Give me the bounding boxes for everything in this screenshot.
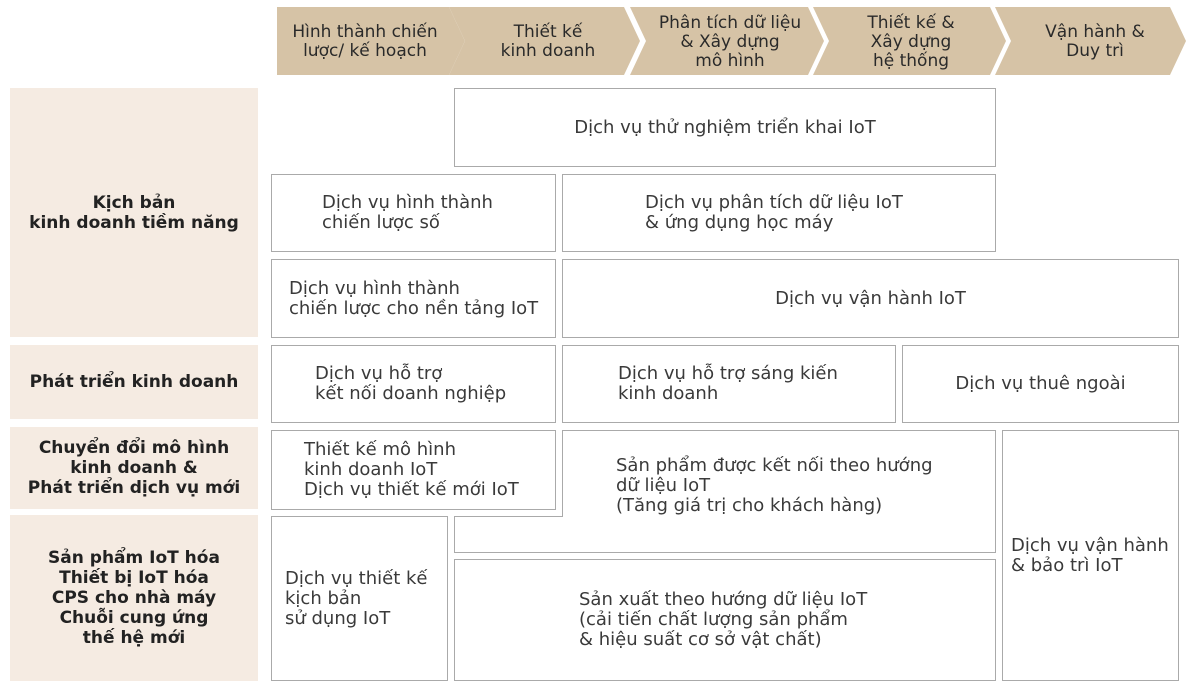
service-iot-model-design: Thiết kế mô hình kinh doanh IoT Dịch vụ thiết kế mới IoT [271, 430, 556, 510]
service-iot-maintenance: Dịch vụ vận hành & bảo trì IoT [1002, 430, 1179, 681]
row-header-business-development: Phát triển kinh doanh [10, 345, 258, 419]
row-header-iot-products: Sản phẩm IoT hóa Thiết bị IoT hóa CPS cho nhà máy Chuỗi cung ứng thế hệ mới [10, 515, 258, 681]
service-business-innovation: Dịch vụ hỗ trợ sáng kiến kinh doanh [562, 345, 896, 423]
stage-label-data-analysis: Phân tích dữ liệu & Xây dựng mô hình [658, 12, 802, 71]
stage-label-business-design: Thiết kế kinh doanh [500, 22, 596, 61]
service-iot-trial: Dịch vụ thử nghiệm triển khai IoT [454, 88, 996, 167]
service-iot-scenario-design: Dịch vụ thiết kế kịch bản sử dụng IoT [271, 516, 448, 681]
service-connected-products: Sản phẩm được kết nối theo hướng dữ liệu IoT (Tăng giá trị cho khách hàng) [616, 455, 933, 516]
service-outsourcing: Dịch vụ thuê ngoài [902, 345, 1179, 423]
service-iot-platform-strategy: Dịch vụ hình thành chiến lược cho nền tảng IoT [271, 259, 556, 338]
service-iot-operation: Dịch vụ vận hành IoT [562, 259, 1179, 338]
service-iot-data-ml: Dịch vụ phân tích dữ liệu IoT & ứng dụng học máy [562, 174, 996, 252]
service-digital-strategy: Dịch vụ hình thành chiến lược số [271, 174, 556, 252]
stage-label-system-build: Thiết kế & Xây dựng hệ thống [867, 12, 955, 71]
stage-label-strategy: Hình thành chiến lược/ kế hoạch [292, 22, 438, 61]
stage-label-operation: Vận hành & Duy trì [1045, 22, 1145, 61]
service-data-driven-manufacturing: Sản xuất theo hướng dữ liệu IoT (cải tiến chất lượng sản phẩm & hiệu suất cơ sở vật chất) [454, 559, 996, 681]
row-header-business-scenarios: Kịch bản kinh doanh tiềm năng [10, 88, 258, 337]
service-business-matching: Dịch vụ hỗ trợ kết nối doanh nghiệp [271, 345, 556, 423]
row-header-model-transformation: Chuyển đổi mô hình kinh doanh & Phát triển dịch vụ mới [10, 427, 258, 509]
